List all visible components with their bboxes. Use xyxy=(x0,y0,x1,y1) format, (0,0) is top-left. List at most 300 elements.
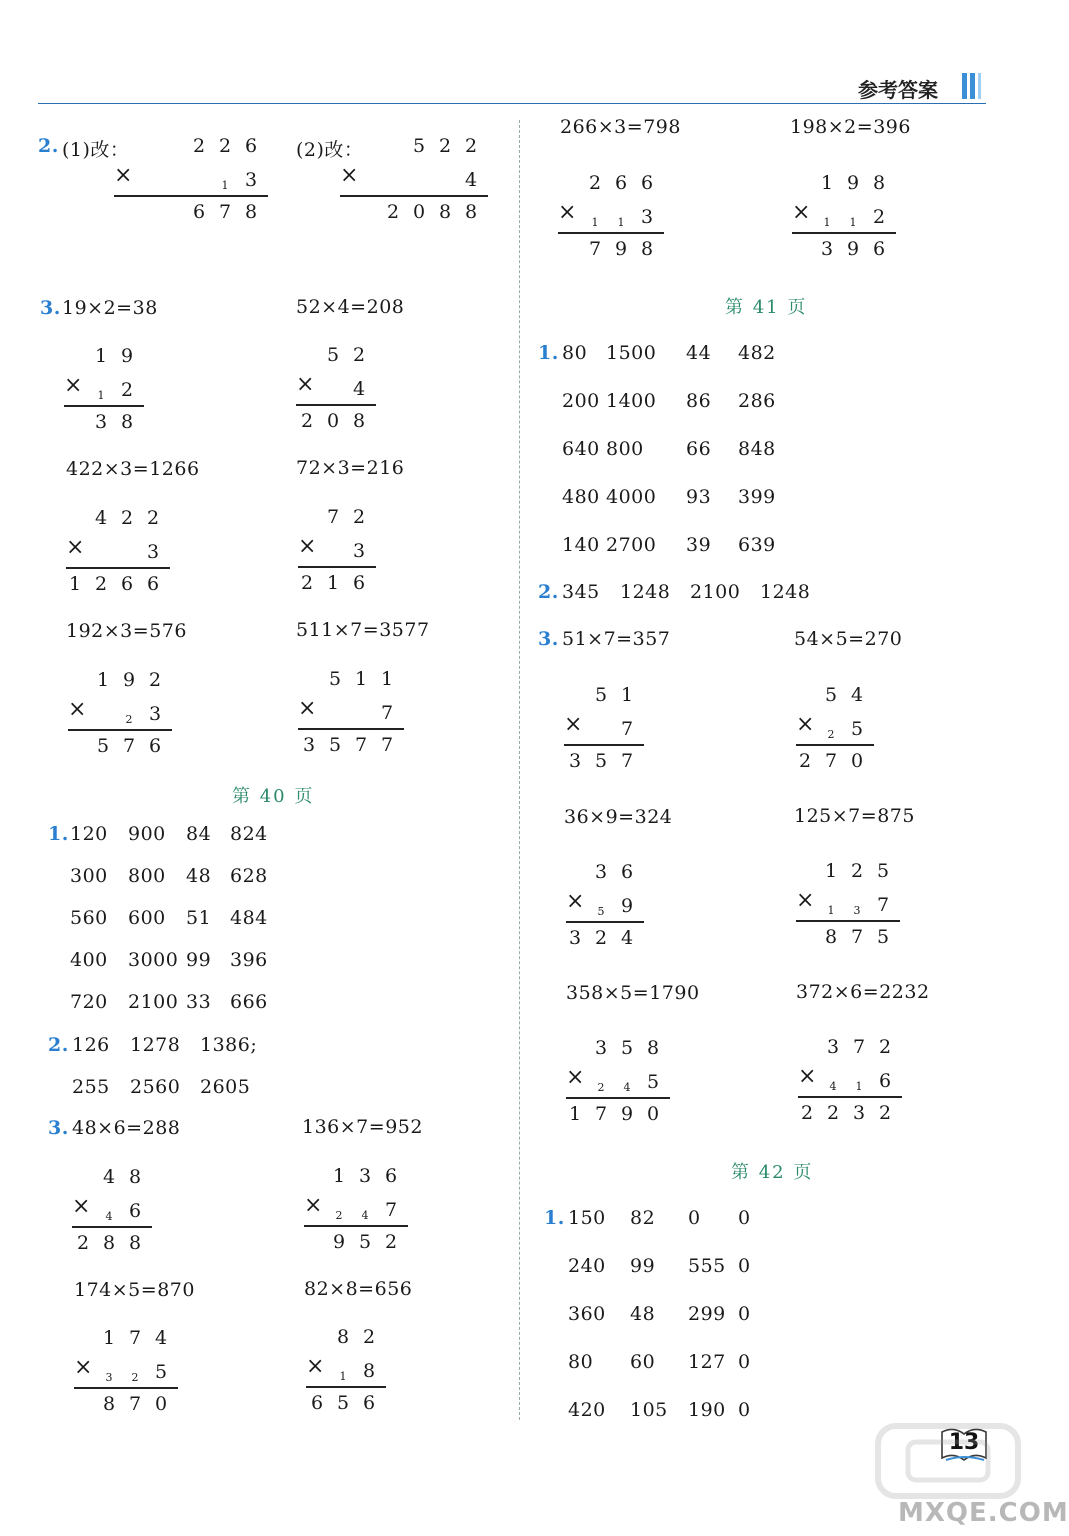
multiplicand-digit: 8 xyxy=(336,1326,350,1348)
product-digit: 6 xyxy=(310,1392,324,1414)
answer-value: 286 xyxy=(738,390,776,412)
carry-digit: 5 xyxy=(597,905,605,918)
multiplicand-digit: 2 xyxy=(192,135,206,157)
answer-value: 1400 xyxy=(606,390,657,412)
product-digit: 9 xyxy=(620,1103,634,1125)
answer-value: 2100 xyxy=(128,991,179,1013)
answer-value: 33 xyxy=(186,991,212,1013)
multiplicand-digit: 3 xyxy=(826,1036,840,1058)
q3-eq-6: 511×7=3577 xyxy=(296,619,430,641)
header-bars-icon xyxy=(962,73,981,99)
multiplier-digit: 9 xyxy=(620,895,634,917)
product-digit: 8 xyxy=(824,926,838,948)
vertical-multiplication xyxy=(566,1037,670,1127)
multiply-sign-icon: × xyxy=(798,1064,817,1089)
multiply-sign-icon: × xyxy=(298,696,317,721)
product-digit: 5 xyxy=(96,735,110,757)
answer-value: 824 xyxy=(230,823,268,845)
result-rule xyxy=(306,1386,386,1388)
multiplicand-digit: 1 xyxy=(354,668,368,690)
product-digit: 2 xyxy=(300,572,314,594)
p41-q3-eq-6: 372×6=2232 xyxy=(796,981,930,1003)
multiplier-digit: 5 xyxy=(646,1071,660,1093)
answer-value: 86 xyxy=(686,390,712,412)
vertical-multiplication xyxy=(564,684,644,774)
carry-digit: 1 xyxy=(827,904,835,917)
answer-value: 0 xyxy=(738,1399,751,1421)
result-rule xyxy=(566,921,644,923)
multiplicand-digit: 6 xyxy=(620,861,634,883)
multiply-sign-icon: × xyxy=(64,373,83,398)
multiplicand-digit: 9 xyxy=(120,345,134,367)
multiplicand-digit: 2 xyxy=(120,507,134,529)
answer-value: 190 xyxy=(688,1399,726,1421)
carry-digit: 3 xyxy=(853,904,861,917)
answer-value: 4000 xyxy=(606,486,657,508)
multiplicand-digit: 6 xyxy=(614,172,628,194)
p41-q3-eq-4: 125×7=875 xyxy=(794,805,915,827)
multiplier-digit: 4 xyxy=(352,378,366,400)
product-digit: 3 xyxy=(852,1102,866,1124)
answer-value: 99 xyxy=(186,949,212,971)
answer-value: 0 xyxy=(738,1351,751,1373)
multiplier-digit: 6 xyxy=(128,1200,142,1222)
result-rule xyxy=(68,729,172,731)
multiply-sign-icon: × xyxy=(792,200,811,225)
multiplier-digit: 6 xyxy=(878,1070,892,1092)
p40-q2-number: 2. xyxy=(48,1034,69,1056)
result-rule xyxy=(558,232,664,234)
result-rule xyxy=(564,744,644,746)
multiplicand-digit: 5 xyxy=(620,1037,634,1059)
product-digit: 3 xyxy=(94,411,108,433)
multiplicand-digit: 3 xyxy=(594,1037,608,1059)
p41-q3-eq-5: 358×5=1790 xyxy=(566,982,700,1004)
answer-value: 255 xyxy=(72,1076,110,1098)
q3-eq-1: 19×2=38 xyxy=(62,297,158,319)
multiplier-digit: 2 xyxy=(120,379,134,401)
carry-digit: 4 xyxy=(105,1210,113,1223)
multiplicand-digit: 3 xyxy=(594,861,608,883)
answer-value: 800 xyxy=(606,438,644,460)
vertical-multiplication xyxy=(796,860,900,950)
answer-value: 480 xyxy=(562,486,600,508)
result-rule xyxy=(304,1225,408,1227)
q3-eq-2: 52×4=208 xyxy=(296,296,405,318)
result-rule xyxy=(296,404,376,406)
product-digit: 8 xyxy=(128,1232,142,1254)
product-digit: 7 xyxy=(122,735,136,757)
multiplicand-digit: 1 xyxy=(94,345,108,367)
multiplicand-digit: 2 xyxy=(146,507,160,529)
product-digit: 8 xyxy=(352,410,366,432)
vertical-multiplication xyxy=(64,345,144,435)
vertical-multiplication xyxy=(566,861,644,951)
carry-digit: 4 xyxy=(361,1209,369,1222)
multiplicand-digit: 2 xyxy=(588,172,602,194)
multiplicand-digit: 4 xyxy=(102,1166,116,1188)
product-digit: 5 xyxy=(358,1231,372,1253)
product-digit: 8 xyxy=(102,1393,116,1415)
page-40-heading: 第 40 页 xyxy=(232,786,315,807)
multiply-sign-icon: × xyxy=(298,534,317,559)
product-digit: 7 xyxy=(354,734,368,756)
multiplier-digit: 4 xyxy=(464,169,478,191)
carry-digit: 1 xyxy=(591,216,599,229)
q2a-label: (1)改： xyxy=(62,139,130,161)
answer-value: 48 xyxy=(186,865,212,887)
multiplicand-digit: 7 xyxy=(326,506,340,528)
result-rule xyxy=(66,567,170,569)
answer-value: 84 xyxy=(186,823,212,845)
product-digit: 3 xyxy=(568,750,582,772)
answer-value: 639 xyxy=(738,534,776,556)
multiplier-digit: 3 xyxy=(244,169,258,191)
vertical-multiplication xyxy=(792,172,896,262)
r-eq-1: 266×3=798 xyxy=(560,116,681,138)
product-digit: 7 xyxy=(588,238,602,260)
answer-value: 848 xyxy=(738,438,776,460)
carry-digit: 1 xyxy=(617,216,625,229)
product-digit: 5 xyxy=(594,750,608,772)
product-digit: 2 xyxy=(878,1102,892,1124)
product-digit: 9 xyxy=(614,238,628,260)
vertical-multiplication xyxy=(68,669,172,759)
multiplier-digit: 3 xyxy=(148,703,162,725)
answer-value: 1500 xyxy=(606,342,657,364)
vertical-multiplication xyxy=(298,668,404,758)
multiplicand-digit: 1 xyxy=(96,669,110,691)
multiplier-digit: 8 xyxy=(362,1360,376,1382)
answer-value: 2605 xyxy=(200,1076,251,1098)
carry-digit: 4 xyxy=(829,1080,837,1093)
vertical-multiplication xyxy=(796,684,874,774)
answer-value: 628 xyxy=(230,865,268,887)
product-digit: 0 xyxy=(646,1103,660,1125)
product-digit: 8 xyxy=(120,411,134,433)
q2b-label: (2)改： xyxy=(296,139,364,161)
multiply-sign-icon: × xyxy=(304,1193,323,1218)
vertical-multiplication xyxy=(298,506,376,596)
vertical-multiplication xyxy=(340,135,488,225)
multiplier-digit: 5 xyxy=(850,718,864,740)
product-digit: 2 xyxy=(94,573,108,595)
result-rule xyxy=(298,728,404,730)
answer-value: 300 xyxy=(70,865,108,887)
carry-digit: 1 xyxy=(339,1370,347,1383)
multiplicand-digit: 4 xyxy=(94,507,108,529)
product-digit: 8 xyxy=(464,201,478,223)
answer-value: 44 xyxy=(686,342,712,364)
product-digit: 1 xyxy=(568,1103,582,1125)
result-rule xyxy=(64,405,144,407)
multiplicand-digit: 5 xyxy=(594,684,608,706)
answer-value: 240 xyxy=(568,1255,606,1277)
product-digit: 2 xyxy=(384,1231,398,1253)
product-digit: 2 xyxy=(386,201,400,223)
answer-value: 60 xyxy=(630,1351,656,1373)
result-rule xyxy=(72,1226,152,1228)
answer-value: 345 xyxy=(562,581,600,603)
answer-value: 2700 xyxy=(606,534,657,556)
carry-digit: 1 xyxy=(97,389,105,402)
p41-q3-number: 3. xyxy=(538,628,559,650)
multiplicand-digit: 1 xyxy=(820,172,834,194)
multiply-sign-icon: × xyxy=(340,163,359,188)
product-digit: 6 xyxy=(362,1392,376,1414)
multiply-sign-icon: × xyxy=(566,1065,585,1090)
multiplicand-digit: 6 xyxy=(384,1165,398,1187)
p40-q1-number: 1. xyxy=(48,823,69,845)
page-42-heading: 第 42 页 xyxy=(731,1162,814,1183)
multiply-sign-icon: × xyxy=(72,1194,91,1219)
multiplicand-digit: 1 xyxy=(102,1327,116,1349)
multiplicand-digit: 8 xyxy=(872,172,886,194)
multiply-sign-icon: × xyxy=(796,712,815,737)
carry-digit: 1 xyxy=(849,216,857,229)
answer-value: 80 xyxy=(568,1351,594,1373)
product-digit: 9 xyxy=(332,1231,346,1253)
result-rule xyxy=(340,195,488,197)
answer-value: 600 xyxy=(128,907,166,929)
product-digit: 0 xyxy=(154,1393,168,1415)
answer-value: 127 xyxy=(688,1351,726,1373)
answer-value: 0 xyxy=(738,1255,751,1277)
multiplier-digit: 7 xyxy=(384,1199,398,1221)
answer-value: 360 xyxy=(568,1303,606,1325)
carry-digit: 4 xyxy=(623,1081,631,1094)
multiplicand-digit: 1 xyxy=(380,668,394,690)
product-digit: 7 xyxy=(850,926,864,948)
answer-value: 105 xyxy=(630,1399,668,1421)
carry-digit: 1 xyxy=(855,1080,863,1093)
product-digit: 7 xyxy=(824,750,838,772)
vertical-multiplication xyxy=(114,135,268,225)
answer-value: 93 xyxy=(686,486,712,508)
product-digit: 5 xyxy=(328,734,342,756)
product-digit: 6 xyxy=(872,238,886,260)
answer-value: 2560 xyxy=(130,1076,181,1098)
result-rule xyxy=(566,1097,670,1099)
answer-value: 0 xyxy=(738,1207,751,1229)
p40-q3-eq-3: 174×5=870 xyxy=(74,1279,195,1301)
multiplicand-digit: 1 xyxy=(332,1165,346,1187)
carry-digit: 1 xyxy=(221,179,229,192)
product-digit: 7 xyxy=(128,1393,142,1415)
product-digit: 6 xyxy=(192,201,206,223)
vertical-multiplication xyxy=(66,507,170,597)
product-digit: 6 xyxy=(148,735,162,757)
answer-value: 800 xyxy=(128,865,166,887)
answer-value: 0 xyxy=(738,1303,751,1325)
multiply-sign-icon: × xyxy=(66,535,85,560)
answer-value: 399 xyxy=(738,486,776,508)
answer-value: 80 xyxy=(562,342,588,364)
column-divider xyxy=(519,120,520,1420)
product-digit: 0 xyxy=(326,410,340,432)
multiply-sign-icon: × xyxy=(114,163,133,188)
result-rule xyxy=(796,744,874,746)
multiplicand-digit: 1 xyxy=(824,860,838,882)
product-digit: 2 xyxy=(594,927,608,949)
multiply-sign-icon: × xyxy=(796,888,815,913)
answer-value: 396 xyxy=(230,949,268,971)
answer-value: 1278 xyxy=(130,1034,181,1056)
product-digit: 7 xyxy=(594,1103,608,1125)
multiplicand-digit: 2 xyxy=(148,669,162,691)
multiplicand-digit: 4 xyxy=(154,1327,168,1349)
product-digit: 6 xyxy=(120,573,134,595)
header-title: 参考答案 xyxy=(858,78,938,102)
q3-eq-5: 192×3=576 xyxy=(66,620,187,642)
answer-value: 99 xyxy=(630,1255,656,1277)
answer-value: 48 xyxy=(630,1303,656,1325)
answer-value: 39 xyxy=(686,534,712,556)
multiplier-digit: 7 xyxy=(620,718,634,740)
p40-q3-eq-4: 82×8=656 xyxy=(304,1278,413,1300)
product-digit: 0 xyxy=(850,750,864,772)
multiplicand-digit: 5 xyxy=(876,860,890,882)
product-digit: 2 xyxy=(800,1102,814,1124)
multiplicand-digit: 7 xyxy=(852,1036,866,1058)
answer-value: 0 xyxy=(688,1207,701,1229)
answer-value: 400 xyxy=(70,949,108,971)
multiply-sign-icon: × xyxy=(68,697,87,722)
product-digit: 8 xyxy=(640,238,654,260)
multiply-sign-icon: × xyxy=(306,1354,325,1379)
product-digit: 7 xyxy=(620,750,634,772)
answer-value: 484 xyxy=(230,907,268,929)
p40-q3-eq-1: 48×6=288 xyxy=(72,1117,181,1139)
carry-digit: 2 xyxy=(131,1371,139,1384)
carry-digit: 3 xyxy=(105,1371,113,1384)
multiplier-digit: 3 xyxy=(146,541,160,563)
answer-value: 82 xyxy=(630,1207,656,1229)
p42-q1-number: 1. xyxy=(544,1207,565,1229)
answer-value: 150 xyxy=(568,1207,606,1229)
answer-value: 1248 xyxy=(620,581,671,603)
carry-digit: 2 xyxy=(335,1209,343,1222)
answer-value: 560 xyxy=(70,907,108,929)
p41-q3-eq-3: 36×9=324 xyxy=(564,806,673,828)
product-digit: 3 xyxy=(302,734,316,756)
answer-value: 200 xyxy=(562,390,600,412)
product-digit: 1 xyxy=(326,572,340,594)
multiplicand-digit: 5 xyxy=(412,135,426,157)
q2-number: 2. xyxy=(38,135,59,157)
answer-value: 666 xyxy=(230,991,268,1013)
r-eq-2: 198×2=396 xyxy=(790,116,911,138)
answer-value: 51 xyxy=(186,907,212,929)
multiply-sign-icon: × xyxy=(296,372,315,397)
multiplicand-digit: 1 xyxy=(620,684,634,706)
answer-value: 420 xyxy=(568,1399,606,1421)
product-digit: 2 xyxy=(826,1102,840,1124)
result-rule xyxy=(298,566,376,568)
answer-value: 482 xyxy=(738,342,776,364)
q3-eq-4: 72×3=216 xyxy=(296,457,405,479)
product-digit: 6 xyxy=(146,573,160,595)
multiply-sign-icon: × xyxy=(566,889,585,914)
answer-value: 120 xyxy=(70,823,108,845)
multiplicand-digit: 6 xyxy=(640,172,654,194)
multiplicand-digit: 8 xyxy=(646,1037,660,1059)
multiplier-digit: 7 xyxy=(876,894,890,916)
multiplicand-digit: 2 xyxy=(362,1326,376,1348)
multiply-sign-icon: × xyxy=(564,712,583,737)
p40-q3-eq-2: 136×7=952 xyxy=(302,1116,423,1138)
answer-value: 66 xyxy=(686,438,712,460)
p41-q3-eq-2: 54×5=270 xyxy=(794,628,903,650)
result-rule xyxy=(114,195,268,197)
page-41-heading: 第 41 页 xyxy=(725,297,808,318)
result-rule xyxy=(798,1096,902,1098)
product-digit: 5 xyxy=(336,1392,350,1414)
product-digit: 7 xyxy=(380,734,394,756)
multiplicand-digit: 3 xyxy=(358,1165,372,1187)
product-digit: 6 xyxy=(352,572,366,594)
carry-digit: 2 xyxy=(827,728,835,741)
q3-eq-3: 422×3=1266 xyxy=(66,458,200,480)
product-digit: 3 xyxy=(820,238,834,260)
p40-q3-number: 3. xyxy=(48,1117,69,1139)
multiplier-digit: 2 xyxy=(872,206,886,228)
answer-value: 3000 xyxy=(128,949,179,971)
product-digit: 8 xyxy=(244,201,258,223)
multiplicand-digit: 4 xyxy=(850,684,864,706)
answer-value: 1248 xyxy=(760,581,811,603)
multiplicand-digit: 5 xyxy=(328,668,342,690)
carry-digit: 2 xyxy=(125,713,133,726)
multiplicand-digit: 6 xyxy=(244,135,258,157)
multiplicand-digit: 2 xyxy=(218,135,232,157)
vertical-multiplication xyxy=(558,172,664,262)
vertical-multiplication xyxy=(304,1165,408,1255)
multiplicand-digit: 9 xyxy=(846,172,860,194)
p41-q1-number: 1. xyxy=(538,342,559,364)
result-rule xyxy=(796,920,900,922)
product-digit: 2 xyxy=(76,1232,90,1254)
product-digit: 9 xyxy=(846,238,860,260)
answer-value: 299 xyxy=(688,1303,726,1325)
vertical-multiplication xyxy=(306,1326,386,1416)
multiplicand-digit: 7 xyxy=(128,1327,142,1349)
answer-value: 900 xyxy=(128,823,166,845)
multiply-sign-icon: × xyxy=(558,200,577,225)
vertical-multiplication xyxy=(296,344,376,434)
product-digit: 5 xyxy=(876,926,890,948)
result-rule xyxy=(74,1387,178,1389)
answer-value: 126 xyxy=(72,1034,110,1056)
multiplicand-digit: 2 xyxy=(878,1036,892,1058)
product-digit: 2 xyxy=(300,410,314,432)
answer-value: 140 xyxy=(562,534,600,556)
p41-q2-number: 2. xyxy=(538,581,559,603)
p41-q3-eq-1: 51×7=357 xyxy=(562,628,671,650)
multiplicand-digit: 2 xyxy=(352,506,366,528)
multiplicand-digit: 5 xyxy=(326,344,340,366)
multiplicand-digit: 9 xyxy=(122,669,136,691)
result-rule xyxy=(792,232,896,234)
multiplicand-digit: 2 xyxy=(850,860,864,882)
multiplicand-digit: 8 xyxy=(128,1166,142,1188)
carry-digit: 1 xyxy=(823,216,831,229)
multiplicand-digit: 2 xyxy=(464,135,478,157)
page-number: 13 xyxy=(948,1430,980,1455)
product-digit: 2 xyxy=(798,750,812,772)
product-digit: 4 xyxy=(620,927,634,949)
multiplier-digit: 3 xyxy=(640,206,654,228)
